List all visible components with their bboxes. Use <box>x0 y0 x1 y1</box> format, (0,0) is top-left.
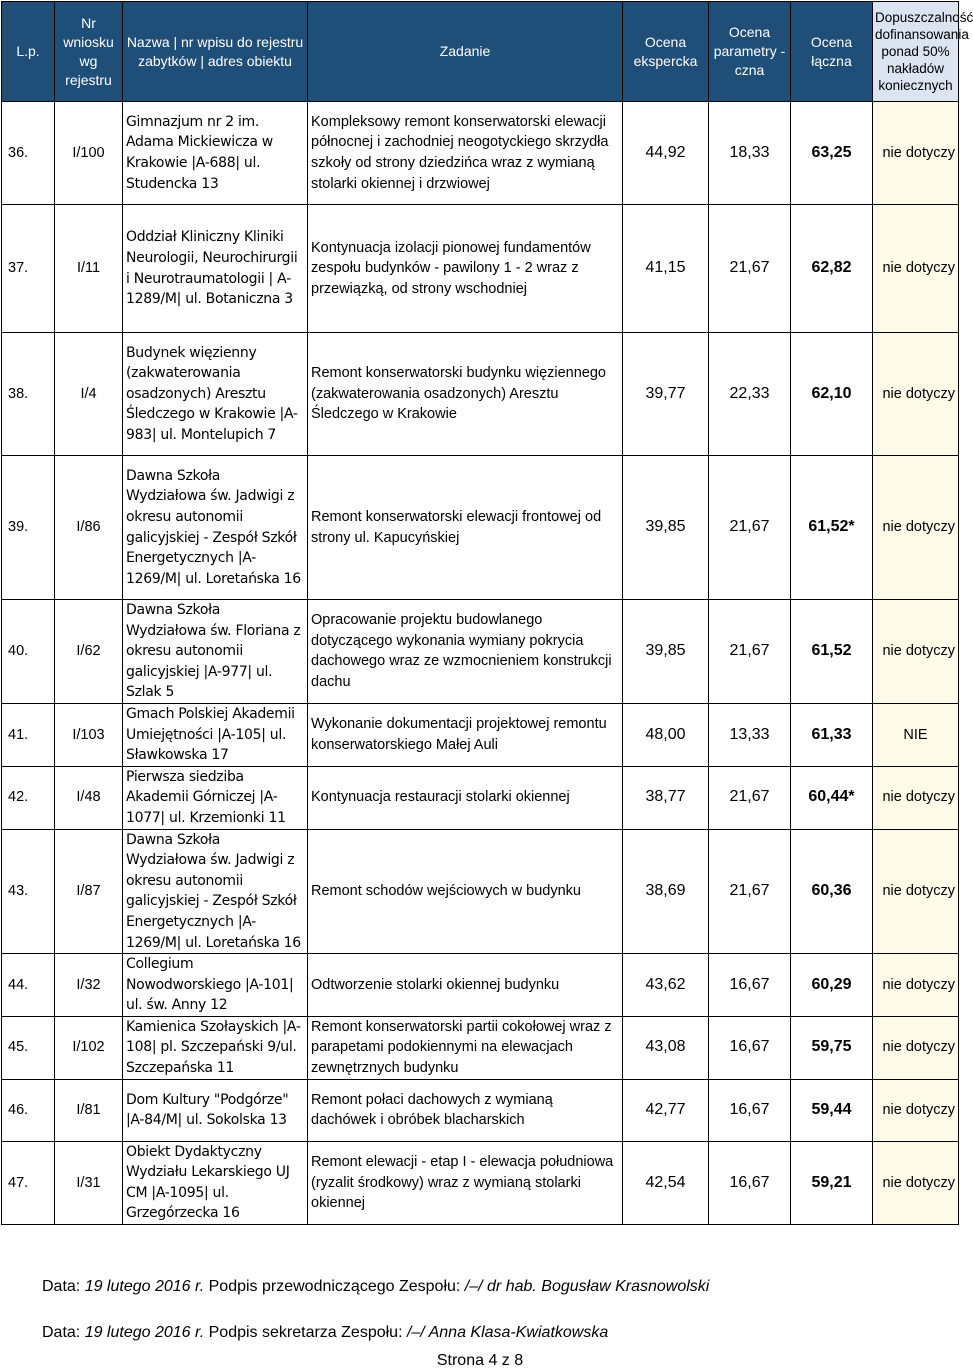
row-cofinancing-allowed: NIE <box>873 703 959 766</box>
row-cofinancing-allowed: nie dotyczy <box>873 766 959 829</box>
row-object-name: Obiekt Dydaktyczny Wydziału Lekarskiego UJ CM |A-1095| ul. Grzegórzecka 16 <box>123 1141 308 1224</box>
row-lp: 36. <box>2 102 55 205</box>
row-lp: 40. <box>2 600 55 704</box>
row-application-number: I/11 <box>55 205 123 333</box>
row-parametric-score: 21,67 <box>709 456 791 600</box>
row-lp: 39. <box>2 456 55 600</box>
chair-signature-line <box>42 1278 709 1296</box>
row-task: Odtworzenie stolarki okiennej budynku <box>308 954 623 1017</box>
row-cofinancing-allowed: nie dotyczy <box>873 456 959 600</box>
row-object-name: Budynek więzienny (zakwaterowania osadzonych) Aresztu Śledczego w Krakowie |A-983| ul. Montelupich 7 <box>123 333 308 456</box>
row-expert-score: 38,77 <box>623 766 709 829</box>
row-object-name: Dawna Szkoła Wydziałowa św. Jadwigi z okresu autonomii galicyjskiej - Zespół Szkół Energetycznych |A-1269/M| ul. Loretańska 16 <box>123 456 308 600</box>
row-total-score: 59,75 <box>791 1016 873 1079</box>
row-expert-score: 43,62 <box>623 954 709 1017</box>
header-row <box>2 2 959 102</box>
table-row <box>2 333 959 456</box>
table-row <box>2 1016 959 1079</box>
header-application-number: Nr wniosku wg rejestru <box>55 2 123 102</box>
row-object-name: Gimnazjum nr 2 im. Adama Mickiewicza w Krakowie |A-688| ul. Studencka 13 <box>123 102 308 205</box>
assessment-table <box>1 1 973 1225</box>
row-expert-score: 39,85 <box>623 456 709 600</box>
row-lp: 46. <box>2 1079 55 1141</box>
row-total-score: 61,52 <box>791 600 873 704</box>
row-cofinancing-allowed: nie dotyczy <box>873 205 959 333</box>
row-total-score: 62,10 <box>791 333 873 456</box>
row-lp: 44. <box>2 954 55 1017</box>
row-parametric-score: 16,67 <box>709 1016 791 1079</box>
table-row <box>2 205 959 333</box>
header-cofinancing-allowed: Dopuszczalność dofinansowania ponad 50% nakładów koniecznych <box>873 2 959 102</box>
row-cofinancing-allowed: nie dotyczy <box>873 829 959 954</box>
table-row <box>2 829 959 954</box>
row-expert-score: 38,69 <box>623 829 709 954</box>
row-total-score: 61,52* <box>791 456 873 600</box>
row-parametric-score: 21,67 <box>709 205 791 333</box>
table-body <box>2 102 959 1225</box>
row-expert-score: 42,54 <box>623 1141 709 1224</box>
row-cofinancing-allowed: nie dotyczy <box>873 1016 959 1079</box>
row-total-score: 60,36 <box>791 829 873 954</box>
row-task: Kontynuacja izolacji pionowej fundamentów zespołu budynków - pawilony 1 - 2 wraz z przewiązką, od strony wschodniej <box>308 205 623 333</box>
chair-date: 19 lutego 2016 r. <box>84 1278 205 1295</box>
row-application-number: I/81 <box>55 1079 123 1141</box>
row-object-name: Gmach Polskiej Akademii Umiejętności |A-105| ul. Sławkowska 17 <box>123 703 308 766</box>
row-task: Kompleksowy remont konserwatorski elewacji północnej i zachodniej neogotyckiego skrzydła szkoły od strony dziedzińca wraz z wymianą stolarki okiennej i drzwiowej <box>308 102 623 205</box>
row-object-name: Pierwsza siedziba Akademii Górniczej |A-1077| ul. Krzemionki 11 <box>123 766 308 829</box>
row-total-score: 59,44 <box>791 1079 873 1141</box>
row-parametric-score: 21,67 <box>709 766 791 829</box>
row-cofinancing-allowed: nie dotyczy <box>873 102 959 205</box>
row-lp: 37. <box>2 205 55 333</box>
row-application-number: I/31 <box>55 1141 123 1224</box>
row-task: Remont konserwatorski elewacji frontowej od strony ul. Kapucyńskiej <box>308 456 623 600</box>
row-application-number: I/103 <box>55 703 123 766</box>
table-row <box>2 703 959 766</box>
row-object-name: Kamienica Szołayskich |A-108| pl. Szczepański 9/ul. Szczepańska 11 <box>123 1016 308 1079</box>
header-object-name: Nazwa | nr wpisu do rejestru zabytków | adres obiektu <box>123 2 308 102</box>
row-application-number: I/32 <box>55 954 123 1017</box>
row-application-number: I/48 <box>55 766 123 829</box>
row-expert-score: 41,15 <box>623 205 709 333</box>
row-lp: 41. <box>2 703 55 766</box>
table-row <box>2 456 959 600</box>
table-row <box>2 766 959 829</box>
row-object-name: Oddział Kliniczny Kliniki Neurologii, Neurochirurgii i Neurotraumatologii | A-1289/M| ul. Botaniczna 3 <box>123 205 308 333</box>
row-parametric-score: 16,67 <box>709 954 791 1017</box>
row-total-score: 60,44* <box>791 766 873 829</box>
row-total-score: 60,29 <box>791 954 873 1017</box>
table-row <box>2 1079 959 1141</box>
row-parametric-score: 22,33 <box>709 333 791 456</box>
row-expert-score: 39,85 <box>623 600 709 704</box>
header-expert-score: Ocena ekspercka <box>623 2 709 102</box>
row-application-number: I/86 <box>55 456 123 600</box>
table-row <box>2 600 959 704</box>
header-task: Zadanie <box>308 2 623 102</box>
row-cofinancing-allowed: nie dotyczy <box>873 954 959 1017</box>
row-lp: 47. <box>2 1141 55 1224</box>
row-total-score: 63,25 <box>791 102 873 205</box>
row-expert-score: 44,92 <box>623 102 709 205</box>
row-application-number: I/100 <box>55 102 123 205</box>
row-lp: 42. <box>2 766 55 829</box>
row-parametric-score: 21,67 <box>709 600 791 704</box>
row-total-score: 61,33 <box>791 703 873 766</box>
row-application-number: I/62 <box>55 600 123 704</box>
row-task: Opracowanie projektu budowlanego dotyczącego wykonania wymiany pokrycia dachowego wraz ze wzmocnieniem konstrukcji dachu <box>308 600 623 704</box>
table-row <box>2 102 959 205</box>
secretary-date: 19 lutego 2016 r. <box>84 1324 205 1341</box>
row-expert-score: 48,00 <box>623 703 709 766</box>
row-parametric-score: 18,33 <box>709 102 791 205</box>
row-task: Remont konserwatorski budynku więziennego (zakwaterowania osadzonych) Aresztu Śledczego w Krakowie <box>308 333 623 456</box>
row-cofinancing-allowed: nie dotyczy <box>873 600 959 704</box>
secretary-signature: /–/ Anna Klasa-Kwiatkowska <box>406 1324 609 1341</box>
header-parametric-score: Ocena parametry -czna <box>709 2 791 102</box>
secretary-signature-line <box>42 1324 608 1342</box>
row-object-name: Dawna Szkoła Wydziałowa św. Jadwigi z okresu autonomii galicyjskiej - Zespół Szkół Energetycznych |A-1269/M| ul. Loretańska 16 <box>123 829 308 954</box>
row-total-score: 62,82 <box>791 205 873 333</box>
page-number: Strona 4 z 8 <box>436 1352 524 1369</box>
chair-signature-label: Podpis przewodniczącego Zespołu: <box>204 1278 465 1295</box>
row-task: Kontynuacja restauracji stolarki okiennej <box>308 766 623 829</box>
row-application-number: I/87 <box>55 829 123 954</box>
row-lp: 45. <box>2 1016 55 1079</box>
row-task: Remont konserwatorski partii cokołowej wraz z parapetami podokiennymi na elewacjach zewnętrznych budynku <box>308 1016 623 1079</box>
row-task: Remont połaci dachowych z wymianą dachówek i obróbek blacharskich <box>308 1079 623 1141</box>
table-row <box>2 954 959 1017</box>
row-application-number: I/102 <box>55 1016 123 1079</box>
row-cofinancing-allowed: nie dotyczy <box>873 1079 959 1141</box>
row-object-name: Dawna Szkoła Wydziałowa św. Floriana z okresu autonomii galicyjskiej |A-977| ul. Szlak 5 <box>123 600 308 704</box>
row-total-score: 59,21 <box>791 1141 873 1224</box>
chair-date-prefix: Data: <box>42 1278 85 1295</box>
secretary-signature-label: Podpis sekretarza Zespołu: <box>204 1324 407 1341</box>
row-cofinancing-allowed: nie dotyczy <box>873 1141 959 1224</box>
chair-signature: /–/ dr hab. Bogusław Krasnowolski <box>464 1278 710 1295</box>
row-task: Remont elewacji - etap I - elewacja południowa (ryzalit środkowy) wraz z wymianą stolarki okiennej <box>308 1141 623 1224</box>
row-task: Remont schodów wejściowych w budynku <box>308 829 623 954</box>
row-lp: 38. <box>2 333 55 456</box>
row-parametric-score: 16,67 <box>709 1141 791 1224</box>
row-object-name: Dom Kultury "Podgórze" |A-84/M| ul. Sokolska 13 <box>123 1079 308 1141</box>
secretary-date-prefix: Data: <box>42 1324 85 1341</box>
row-object-name: Collegium Nowodworskiego |A-101| ul. św. Anny 12 <box>123 954 308 1017</box>
table-row <box>2 1141 959 1224</box>
header-lp: L.p. <box>2 2 55 102</box>
row-lp: 43. <box>2 829 55 954</box>
header-total-score: Ocena łączna <box>791 2 873 102</box>
row-parametric-score: 13,33 <box>709 703 791 766</box>
row-expert-score: 43,08 <box>623 1016 709 1079</box>
row-parametric-score: 16,67 <box>709 1079 791 1141</box>
row-expert-score: 39,77 <box>623 333 709 456</box>
row-application-number: I/4 <box>55 333 123 456</box>
row-task: Wykonanie dokumentacji projektowej remontu konserwatorskiego Małej Auli <box>308 703 623 766</box>
row-expert-score: 42,77 <box>623 1079 709 1141</box>
row-cofinancing-allowed: nie dotyczy <box>873 333 959 456</box>
row-parametric-score: 21,67 <box>709 829 791 954</box>
